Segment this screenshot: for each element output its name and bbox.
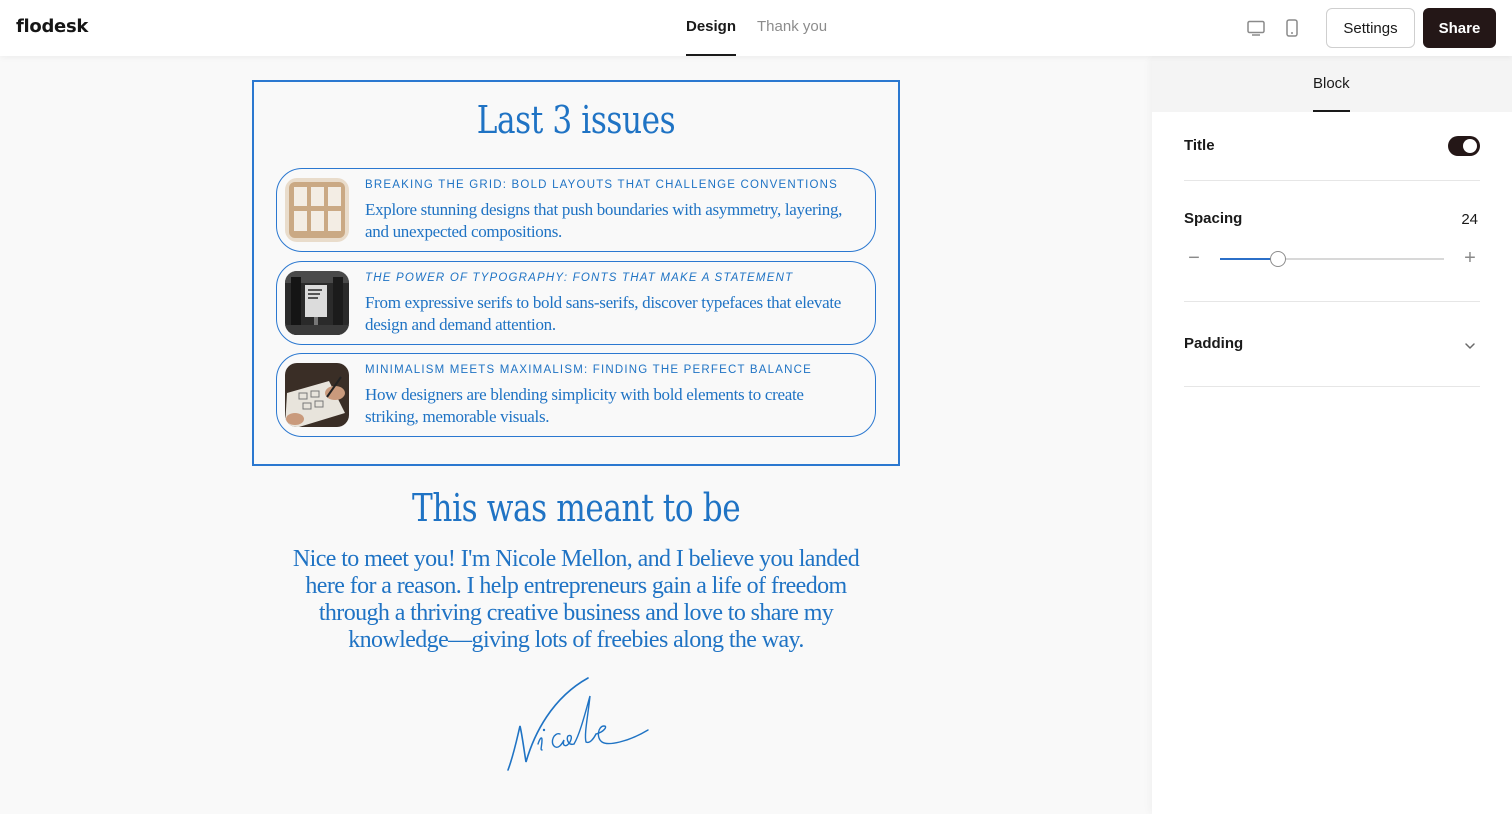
slider-thumb[interactable] bbox=[1270, 251, 1286, 267]
flodesk-logo[interactable]: flodesk bbox=[16, 16, 89, 37]
signature-image[interactable] bbox=[500, 674, 660, 774]
settings-button[interactable]: Settings bbox=[1326, 8, 1415, 48]
intro-paragraph[interactable]: Nice to meet you! I'm Nicole Mellon, and I believe you landed here for a reason. I help entrepreneurs gain a life of freedom through a thriving creative business and love to share my knowledge—giving lots of freebies along the way. bbox=[292, 546, 860, 653]
grid-frame-image bbox=[285, 178, 349, 242]
title-label: Title bbox=[1184, 137, 1215, 154]
divider bbox=[1184, 180, 1480, 181]
tab-block[interactable]: Block bbox=[1313, 75, 1350, 112]
issue-description: How designers are blending simplicity with bold elements to create striking, memorable visuals. bbox=[365, 385, 804, 426]
minus-icon[interactable]: − bbox=[1188, 247, 1200, 269]
spacing-slider[interactable] bbox=[1220, 258, 1444, 260]
last-issues-block[interactable] bbox=[252, 80, 900, 466]
issue-card[interactable] bbox=[276, 353, 876, 437]
spacing-value: 24 bbox=[1461, 211, 1478, 228]
top-bar bbox=[0, 0, 1512, 56]
issue-description: Explore stunning designs that push boundaries with asymmetry, layering, and unexpected compositions. bbox=[365, 200, 843, 241]
toggle-knob bbox=[1463, 139, 1477, 153]
padding-label[interactable]: Padding bbox=[1184, 335, 1244, 352]
section-title[interactable] bbox=[252, 486, 900, 530]
desktop-icon[interactable] bbox=[1246, 18, 1266, 38]
title-toggle[interactable] bbox=[1448, 136, 1480, 156]
properties-panel bbox=[1152, 56, 1512, 814]
issue-kicker: THE POWER OF TYPOGRAPHY: FONTS THAT MAKE A STATEMENT bbox=[365, 272, 794, 284]
divider bbox=[1184, 386, 1480, 387]
issue-card[interactable] bbox=[276, 168, 876, 252]
issue-card[interactable] bbox=[276, 261, 876, 345]
typography-poster-image bbox=[285, 271, 349, 335]
plus-icon[interactable]: + bbox=[1464, 247, 1476, 269]
issue-kicker: MINIMALISM MEETS MAXIMALISM: FINDING THE PERFECT BALANCE bbox=[365, 364, 812, 376]
chevron-down-icon[interactable] bbox=[1460, 336, 1480, 356]
share-button[interactable]: Share bbox=[1423, 8, 1496, 48]
email-canvas bbox=[0, 56, 1152, 814]
divider bbox=[1184, 301, 1480, 302]
spacing-label: Spacing bbox=[1184, 210, 1243, 227]
mobile-icon[interactable] bbox=[1282, 18, 1302, 38]
sketching-hands-image bbox=[285, 363, 349, 427]
issue-description: From expressive serifs to bold sans-serifs, discover typefaces that elevate design and demand attention. bbox=[365, 293, 842, 334]
tab-design[interactable]: Design bbox=[686, 18, 736, 56]
tab-thank-you[interactable]: Thank you bbox=[757, 18, 828, 35]
panel-tab-bar bbox=[1152, 56, 1512, 112]
issues-title[interactable]: Last 3 issues bbox=[476, 98, 676, 142]
section-title-text: This was meant to be bbox=[411, 486, 741, 530]
issue-kicker: BREAKING THE GRID: BOLD LAYOUTS THAT CHALLENGE CONVENTIONS bbox=[365, 179, 839, 191]
